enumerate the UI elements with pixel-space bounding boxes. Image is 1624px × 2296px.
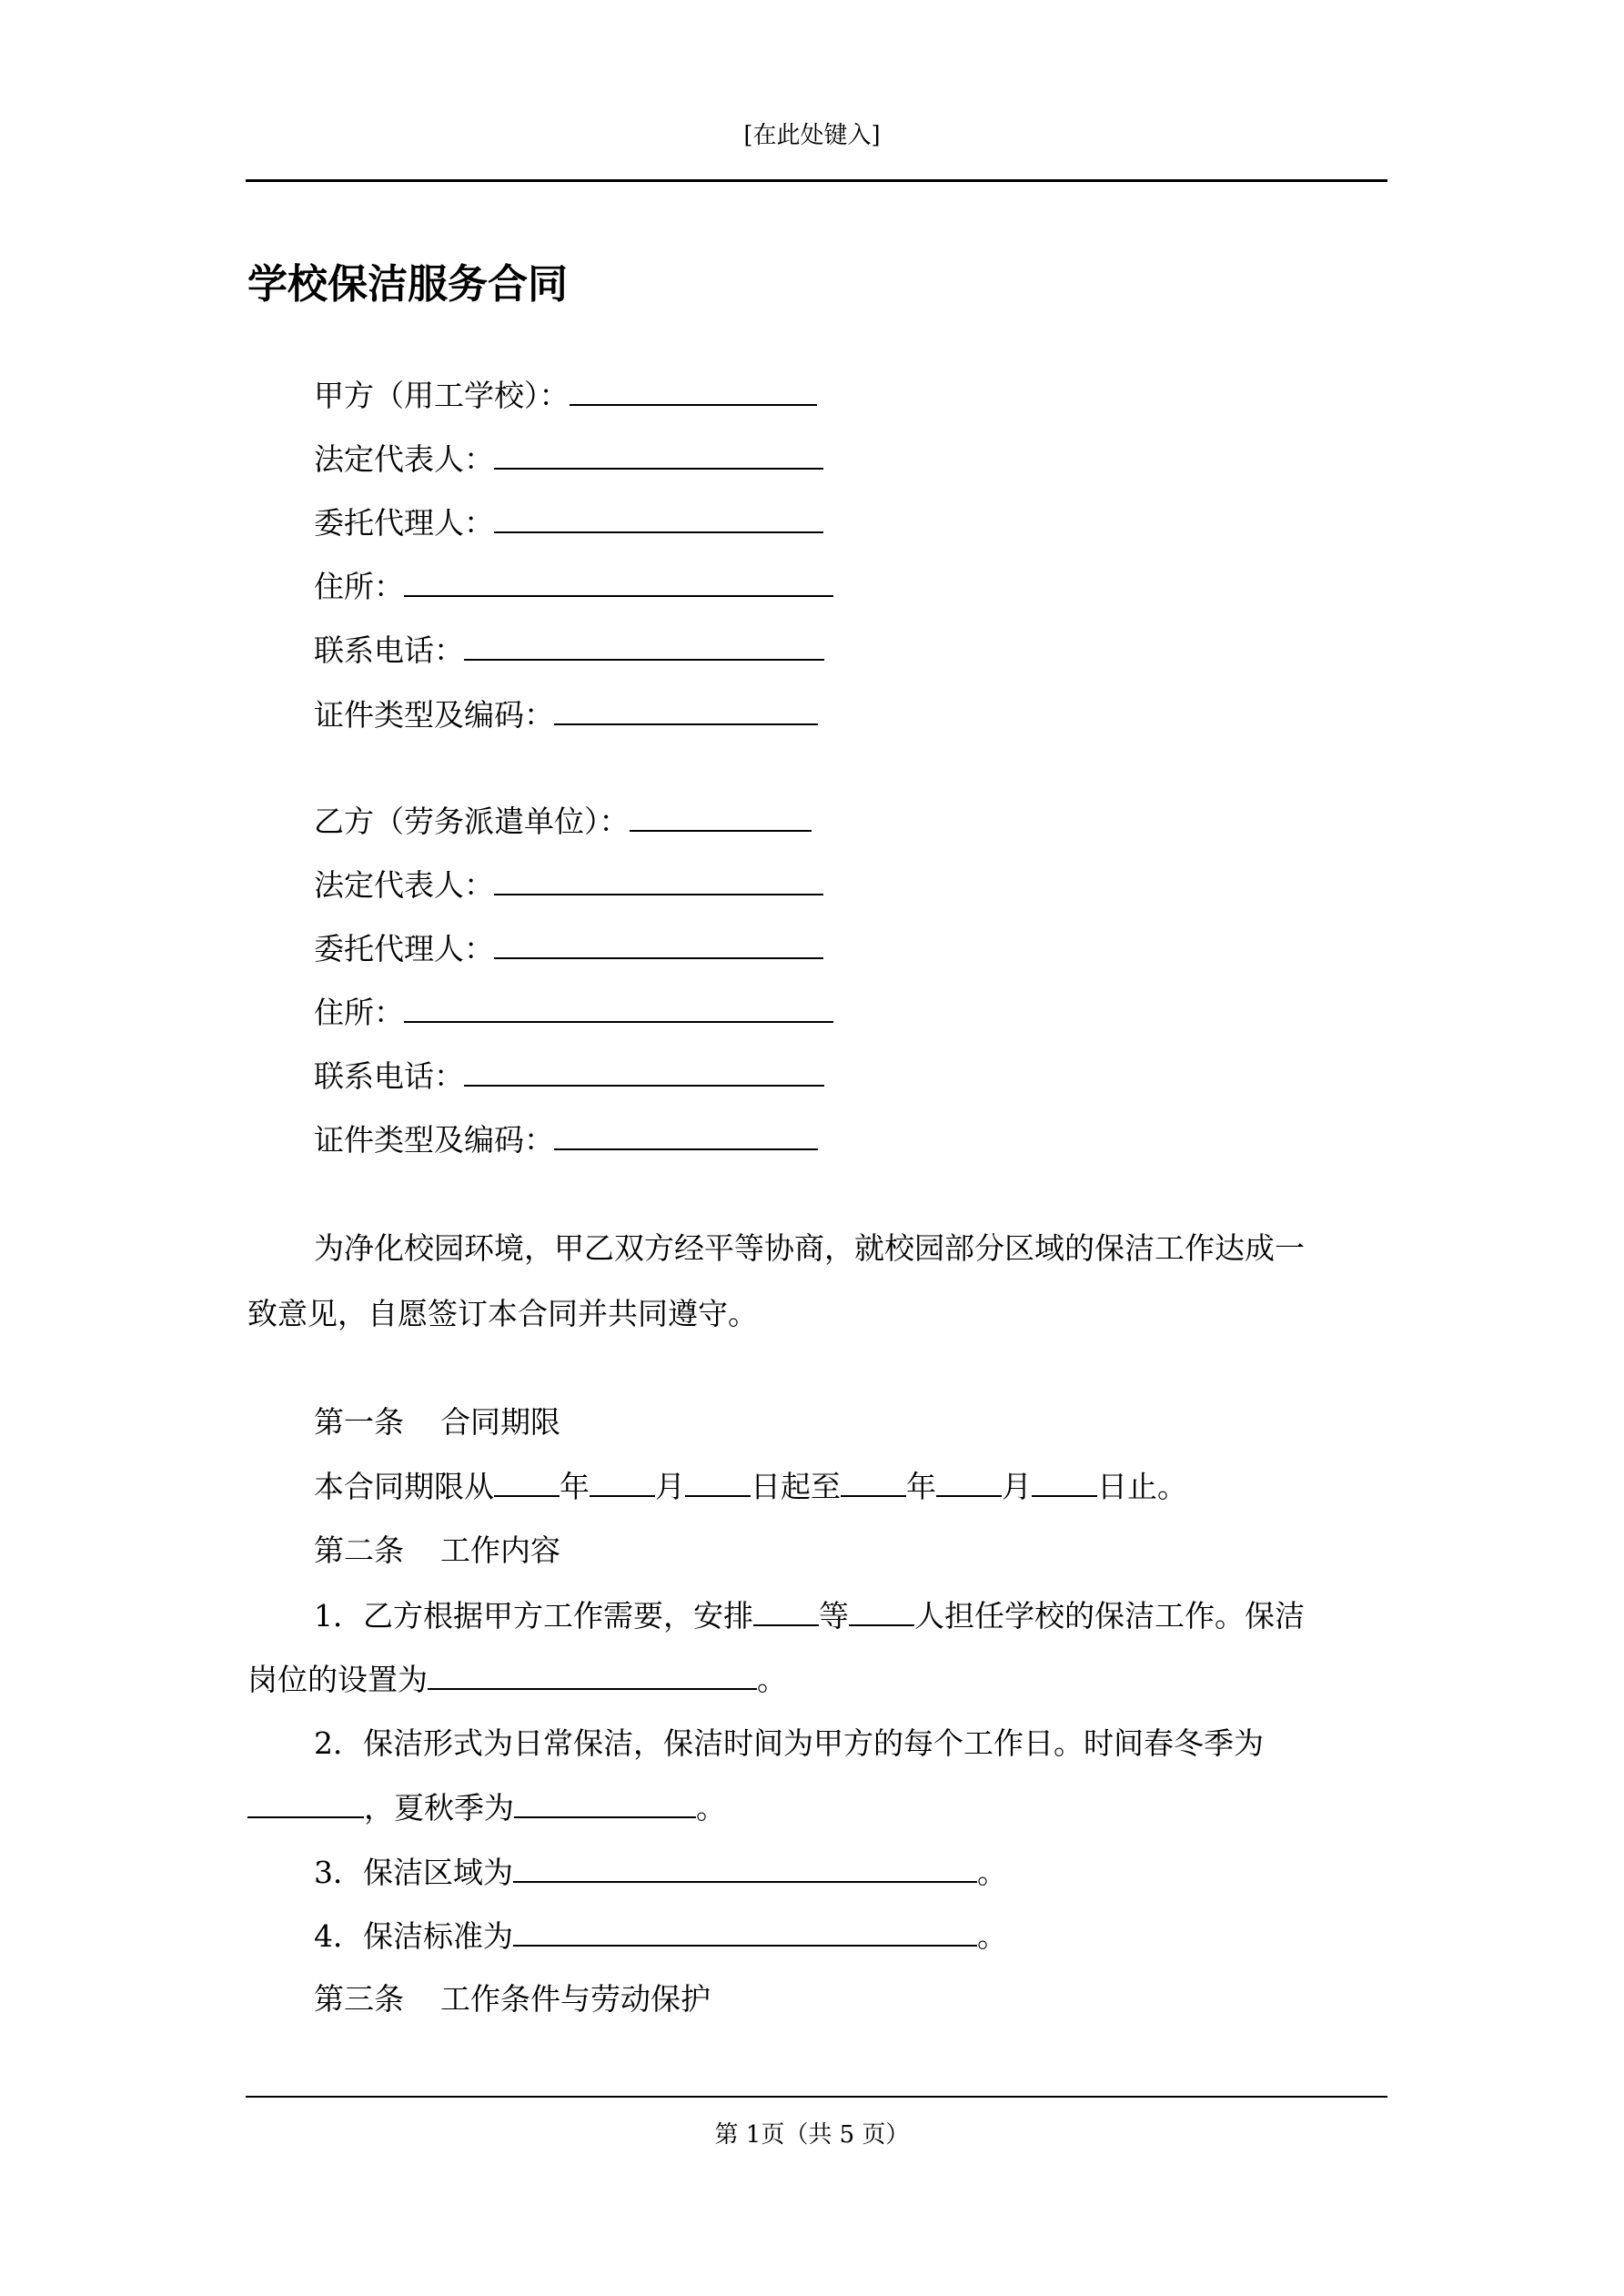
party-b-rep-line: 法定代表人： — [314, 866, 823, 904]
intro-paragraph-line-2: 致意见，自愿签订本合同并共同遵守。 — [247, 1296, 758, 1331]
party-a-phone-blank — [464, 632, 824, 661]
party-a-rep-line: 法定代表人： — [314, 440, 823, 478]
party-b-rep-blank — [494, 866, 823, 895]
footer-rule — [246, 2096, 1387, 2098]
party-a-rep-blank — [494, 440, 823, 470]
party-a-name-line: 甲方（用工学校）： — [314, 377, 817, 414]
article-2-heading: 第二条 工作内容 — [314, 1532, 560, 1568]
party-b-address-blank — [404, 994, 833, 1023]
party-b-agent-blank — [494, 930, 823, 959]
article-2-item-4: 4．保洁标准为 。 — [314, 1918, 1007, 1954]
header-rule — [246, 179, 1387, 182]
party-a-agent-blank — [494, 504, 823, 533]
article-2-item-1-line-1: 1．乙方根据甲方工作需要，安排 等 人担任学校的保洁工作。保洁 — [314, 1598, 1305, 1633]
intro-paragraph-line-1: 为净化校园环境，甲乙双方经平等协商，就校园部分区域的保洁工作达成一 — [314, 1230, 1305, 1266]
party-b-id-blank — [554, 1121, 818, 1150]
party-a-phone-line: 联系电话： — [314, 632, 824, 669]
article-2-item-2-line-2: ，夏秋季为 。 — [247, 1789, 726, 1826]
party-b-name-line: 乙方（劳务派遣单位）： — [314, 803, 812, 840]
article-2-item-1-line-2: 岗位的设置为 。 — [247, 1662, 787, 1697]
party-a-name-blank — [570, 377, 817, 406]
party-b-name-blank — [630, 803, 812, 832]
party-a-address-line: 住所： — [314, 568, 833, 605]
page-header: [在此处键入] — [743, 122, 881, 149]
party-b-id-line: 证件类型及编码： — [314, 1121, 818, 1158]
party-b-phone-blank — [464, 1057, 824, 1087]
party-a-address-blank — [404, 568, 833, 597]
article-2-item-2-line-1: 2．保洁形式为日常保洁，保洁时间为甲方的每个工作日。时间春冬季为 — [314, 1725, 1264, 1761]
party-a-id-line: 证件类型及编码： — [314, 696, 818, 733]
article-2-item-3: 3．保洁区域为 。 — [314, 1855, 1007, 1890]
party-b-address-line: 住所： — [314, 994, 833, 1031]
party-a-id-blank — [554, 696, 818, 725]
document-title: 学校保洁服务合同 — [247, 261, 568, 308]
article-3-heading: 第三条 工作条件与劳动保护 — [314, 1981, 711, 2017]
article-1-term-line: 本合同期限从 年 月 日起至 年 月 日止。 — [314, 1469, 1187, 1504]
party-b-agent-line: 委托代理人： — [314, 930, 823, 967]
party-b-phone-line: 联系电话： — [314, 1057, 824, 1095]
party-a-agent-line: 委托代理人： — [314, 504, 823, 541]
page-footer: 第 1页（共 5 页） — [714, 2121, 910, 2149]
article-1-heading: 第一条 合同期限 — [314, 1404, 560, 1440]
